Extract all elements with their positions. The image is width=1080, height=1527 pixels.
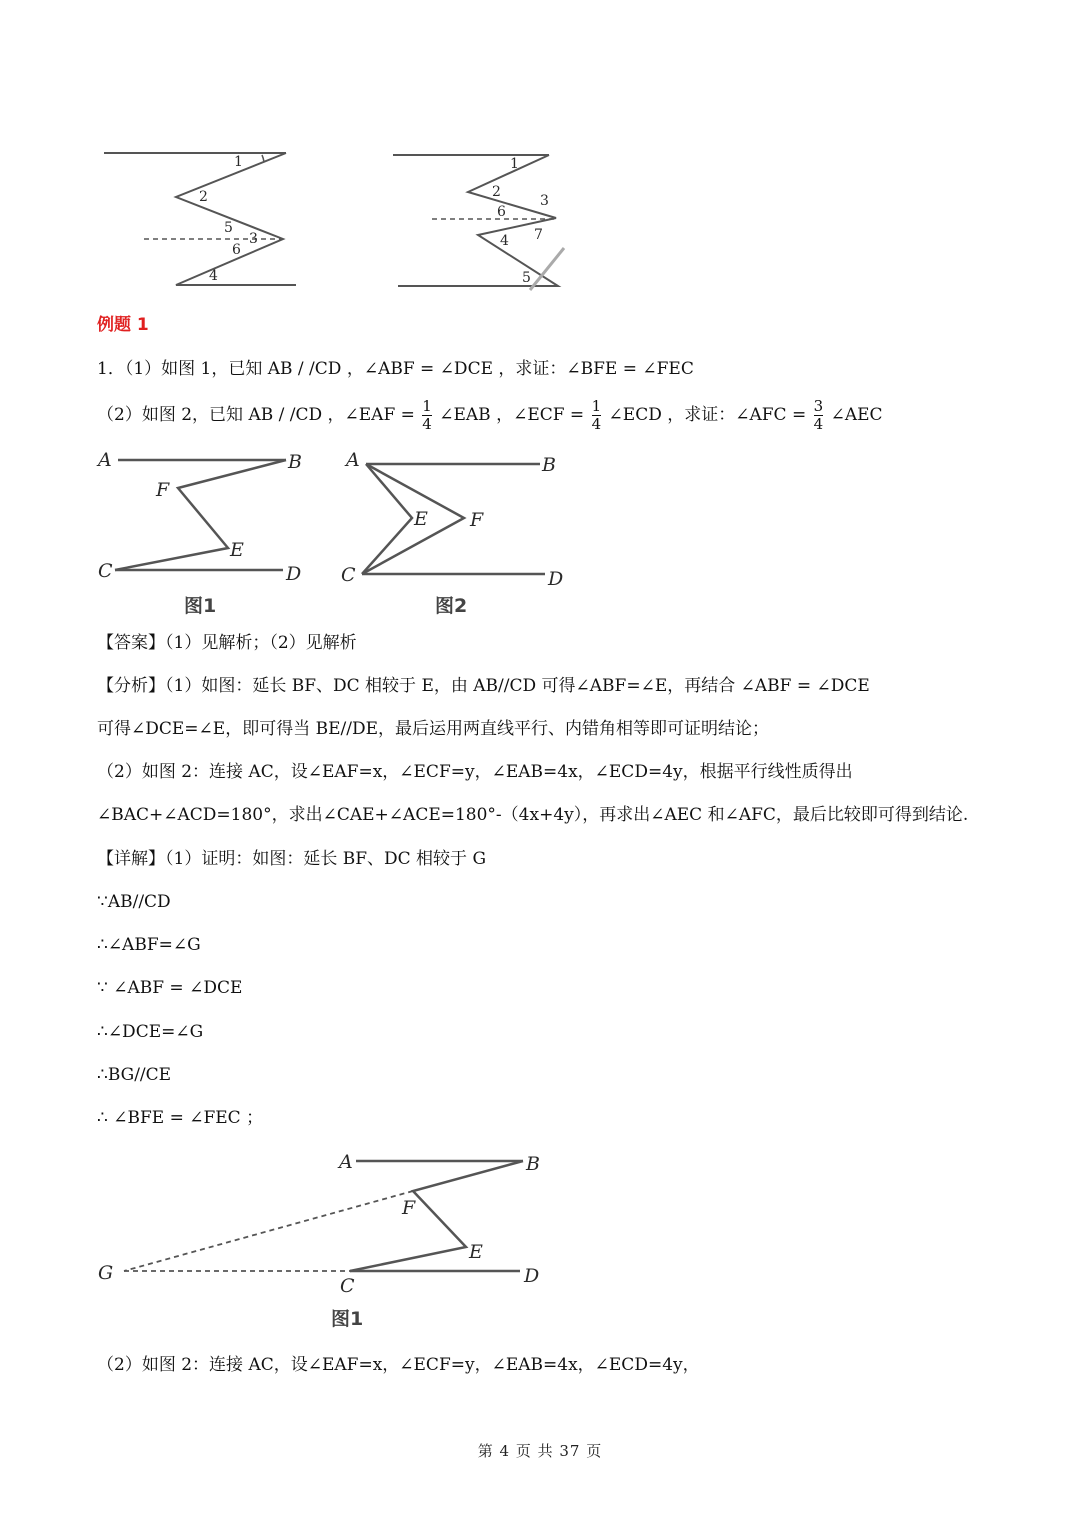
label-e: E — [469, 1241, 483, 1263]
top-right-zigzag-figure — [0, 0, 1080, 320]
label-d: D — [286, 563, 302, 585]
fraction-denominator: 4 — [813, 415, 824, 433]
example-heading: 例题 1 — [97, 315, 149, 335]
fig-zigzag — [398, 155, 558, 286]
detail-line-6: ∴BG//CE — [97, 1065, 172, 1085]
angle-label-1: 1 — [510, 156, 519, 172]
detail-line-4: ∵ ∠ABF = ∠DCE — [97, 978, 243, 998]
q2-mid-1: ∠EAB ，∠ECF = — [439, 405, 585, 425]
label-b: B — [542, 454, 556, 476]
label-g: G — [98, 1262, 114, 1284]
fraction-numerator: 1 — [591, 397, 602, 415]
label-a: A — [346, 449, 360, 471]
q2-suffix: ∠AEC — [830, 405, 883, 425]
figure-2-caption: 图2 — [435, 595, 468, 617]
zigzag-bfec — [350, 1161, 523, 1271]
analysis-line-2: 可得∠DCE=∠E，即可得当 BE//DE，最后运用两直线平行、内错角相等即可证明结论； — [97, 719, 769, 739]
detail-line-7: ∴ ∠BFE = ∠FEC ； — [97, 1108, 264, 1128]
label-b: B — [288, 451, 302, 473]
figure-3-extended — [0, 1140, 600, 1340]
figure-3-caption: 图1 — [331, 1308, 364, 1330]
page-footer: 第 4 页 共 37 页 — [477, 1442, 603, 1460]
label-e: E — [230, 539, 244, 561]
q2-mid-2: ∠ECD ，求证：∠AFC = — [608, 405, 807, 425]
figure-1-caption: 图1 — [184, 595, 217, 617]
detail-line-5: ∴∠DCE=∠G — [97, 1022, 204, 1042]
label-c: C — [98, 560, 113, 582]
label-d: D — [524, 1265, 540, 1287]
fig-pencil-mark — [530, 248, 564, 290]
label-f: F — [470, 509, 484, 531]
label-a: A — [339, 1151, 353, 1173]
angle-label-6: 6 — [232, 242, 241, 258]
label-d: D — [548, 568, 564, 590]
detail-line-2: ∵AB//CD — [97, 892, 171, 912]
label-b: B — [526, 1153, 540, 1175]
dashed-fg — [124, 1191, 413, 1271]
fraction-denominator: 4 — [422, 415, 432, 433]
angle-label-3: 3 — [249, 231, 258, 247]
label-f: F — [156, 479, 170, 501]
angle-label-1: 1 — [234, 154, 243, 170]
analysis-line-4: ∠BAC+∠ACD=180°，求出∠CAE+∠ACE=180°-（4x+4y），再求出∠AEC 和∠AFC，最后比较即可得到结论. — [97, 805, 969, 825]
part-2-text: （2）如图 2：连接 AC，设∠EAF=x，∠ECF=y，∠EAB=4x，∠ECD=4y， — [97, 1355, 700, 1375]
detail-line-1: 【详解】（1）证明：如图：延长 BF、DC 相较于 G — [97, 849, 487, 869]
angle-label-5: 5 — [224, 220, 233, 236]
fraction-2 — [592, 398, 602, 433]
q2-prefix: （2）如图 2，已知 AB / /CD ，∠EAF = — [97, 405, 415, 425]
label-f: F — [402, 1197, 416, 1219]
figure-2 — [0, 440, 600, 630]
analysis-line-1: 【分析】（1）如图：延长 BF、DC 相较于 E，由 AB//CD 可得∠ABF=∠E，再结合 ∠ABF = ∠DCE — [97, 676, 870, 696]
angle-label-2: 2 — [199, 189, 208, 205]
angle-label-7: 7 — [534, 227, 543, 243]
angle-label-3: 3 — [540, 193, 549, 209]
angle-label-2: 2 — [492, 184, 501, 200]
fraction-numerator: 3 — [813, 397, 824, 415]
angle-label-4: 4 — [209, 268, 218, 284]
angle-label-4: 4 — [500, 233, 509, 249]
label-c: C — [340, 1275, 355, 1297]
label-e: E — [414, 508, 428, 530]
question-2 — [97, 398, 883, 433]
analysis-line-3: （2）如图 2：连接 AC，设∠EAF=x，∠ECF=y，∠EAB=4x，∠ECD=4y，根据平行线性质得出 — [97, 762, 853, 782]
detail-line-3: ∴∠ABF=∠G — [97, 935, 201, 955]
fraction-denominator: 4 — [591, 415, 602, 433]
label-c: C — [341, 564, 356, 586]
question-1: 1．（1）如图 1，已知 AB / /CD ，∠ABF = ∠DCE ，求证：∠BFE = ∠FEC — [97, 359, 694, 379]
angle-label-5: 5 — [522, 270, 531, 286]
label-a: A — [98, 449, 112, 471]
fraction-3 — [814, 398, 824, 433]
answer: 【答案】（1）见解析；（2）见解析 — [97, 633, 357, 653]
fraction-1 — [422, 398, 432, 433]
fraction-numerator: 1 — [422, 397, 432, 415]
angle-label-6: 6 — [497, 204, 506, 220]
path-aec — [362, 464, 412, 574]
